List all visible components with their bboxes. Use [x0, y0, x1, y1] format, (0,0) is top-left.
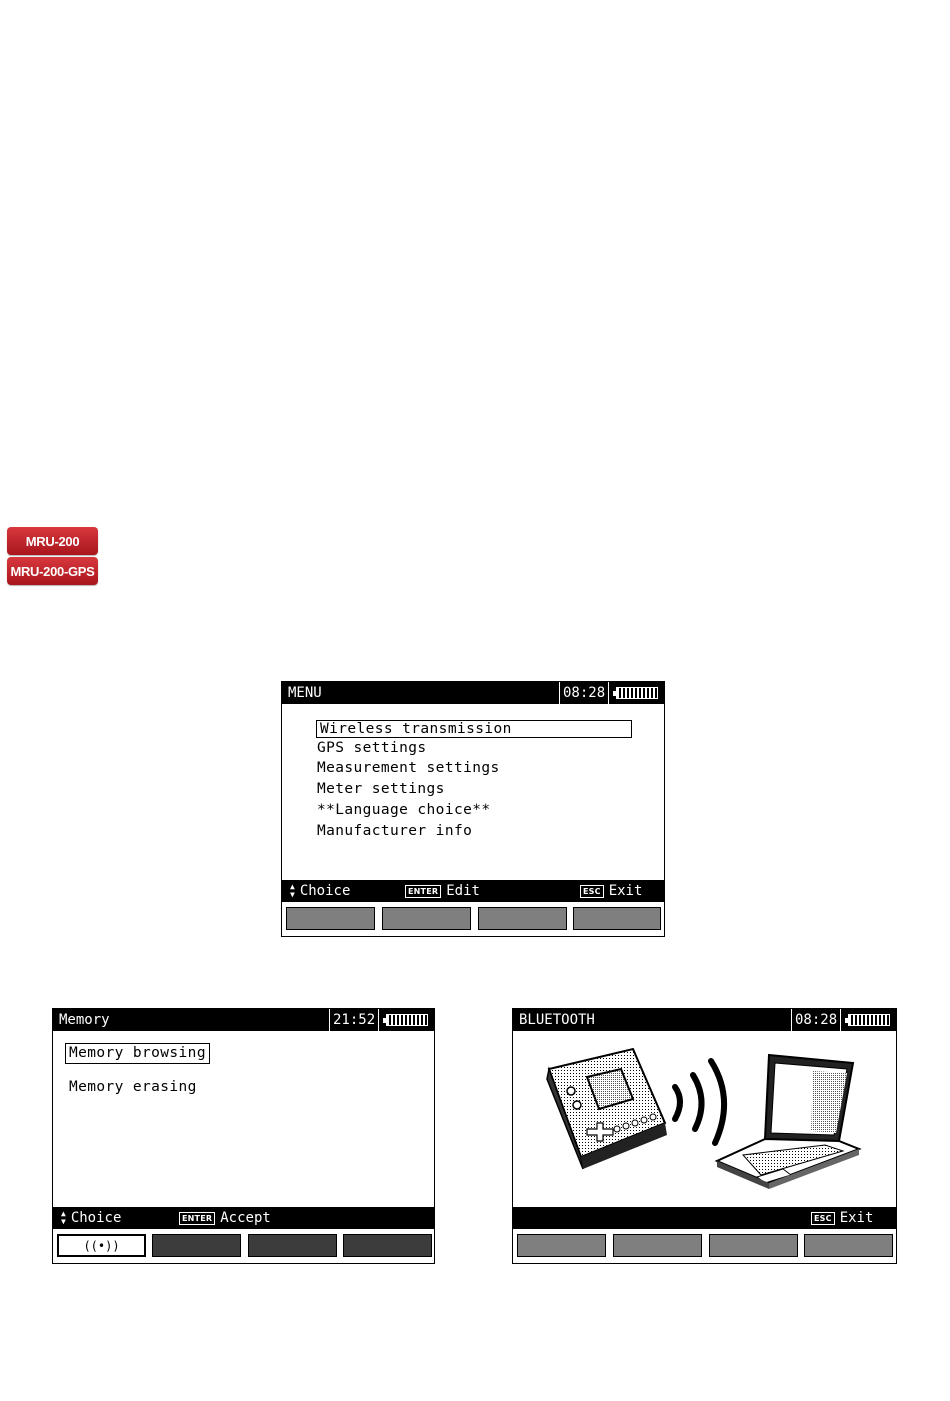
bluetooth-title: BLUETOOTH	[519, 1012, 595, 1028]
function-keys	[513, 1231, 896, 1262]
wireless-icon: ((•))	[83, 1238, 120, 1253]
menu-screen	[281, 681, 665, 937]
function-keys	[53, 1231, 434, 1262]
function-key-3[interactable]	[478, 907, 567, 930]
accept-hint	[179, 1207, 271, 1229]
battery-icon	[616, 687, 658, 699]
exit-hint	[811, 1207, 873, 1229]
function-key-4[interactable]	[573, 907, 661, 930]
accept-label: Accept	[220, 1210, 271, 1226]
menu-title: MENU	[288, 685, 322, 701]
menu-item-language-choice[interactable]: **Language choice**	[317, 802, 491, 818]
function-key-2[interactable]	[382, 907, 471, 930]
function-key-4[interactable]	[343, 1234, 432, 1257]
function-key-3[interactable]	[709, 1234, 798, 1257]
memory-item-browsing[interactable]: Memory browsing	[65, 1043, 210, 1064]
exit-hint	[580, 880, 642, 902]
up-down-arrow-icon: ▲ ▼	[61, 1209, 66, 1226]
menu-item-wireless-transmission[interactable]: Wireless transmission	[316, 720, 632, 738]
exit-label: Exit	[608, 883, 643, 899]
choice-label: Choice	[70, 1210, 122, 1226]
battery-icon	[848, 1014, 890, 1026]
bluetooth-hintbar	[513, 1207, 896, 1229]
battery-icon	[386, 1014, 428, 1026]
edit-label: Edit	[446, 883, 480, 899]
menu-titlebar	[282, 682, 664, 704]
choice-label: Choice	[299, 883, 351, 899]
menu-hintbar	[282, 880, 664, 902]
clock: 08:28	[559, 682, 609, 704]
function-key-2[interactable]	[152, 1234, 241, 1257]
esc-key-icon: ESC	[580, 885, 604, 898]
bluetooth-screen	[512, 1008, 897, 1264]
memory-item-erasing[interactable]: Memory erasing	[69, 1079, 197, 1095]
bluetooth-titlebar	[513, 1009, 896, 1031]
choice-hint	[61, 1207, 121, 1229]
function-key-1[interactable]	[517, 1234, 606, 1257]
clock: 08:28	[791, 1009, 841, 1031]
function-keys	[282, 904, 664, 935]
menu-item-gps-settings[interactable]: GPS settings	[317, 740, 427, 756]
exit-label: Exit	[839, 1210, 874, 1226]
edit-hint	[405, 880, 480, 902]
meter-device-icon	[547, 1049, 667, 1169]
mru-200-badge: MRU-200	[7, 527, 98, 555]
mru-200-gps-badge: MRU-200-GPS	[7, 557, 98, 585]
menu-item-measurement-settings[interactable]: Measurement settings	[317, 760, 500, 776]
memory-screen	[52, 1008, 435, 1264]
esc-key-icon: ESC	[811, 1212, 835, 1225]
memory-titlebar	[53, 1009, 434, 1031]
enter-key-icon: ENTER	[405, 885, 441, 898]
signal-waves-icon	[675, 1061, 724, 1143]
function-key-2[interactable]	[613, 1234, 702, 1257]
memory-title: Memory	[59, 1012, 110, 1028]
up-down-arrow-icon: ▲ ▼	[290, 882, 295, 899]
transmission-illustration	[513, 1031, 896, 1207]
function-key-wireless[interactable]	[57, 1234, 146, 1257]
memory-hintbar	[53, 1207, 434, 1229]
function-key-1[interactable]	[286, 907, 375, 930]
laptop-icon	[717, 1055, 859, 1189]
enter-key-icon: ENTER	[179, 1212, 215, 1225]
menu-item-meter-settings[interactable]: Meter settings	[317, 781, 445, 797]
clock: 21:52	[329, 1009, 379, 1031]
choice-hint	[290, 880, 350, 902]
menu-item-manufacturer-info[interactable]: Manufacturer info	[317, 823, 473, 839]
function-key-3[interactable]	[248, 1234, 337, 1257]
function-key-4[interactable]	[804, 1234, 893, 1257]
